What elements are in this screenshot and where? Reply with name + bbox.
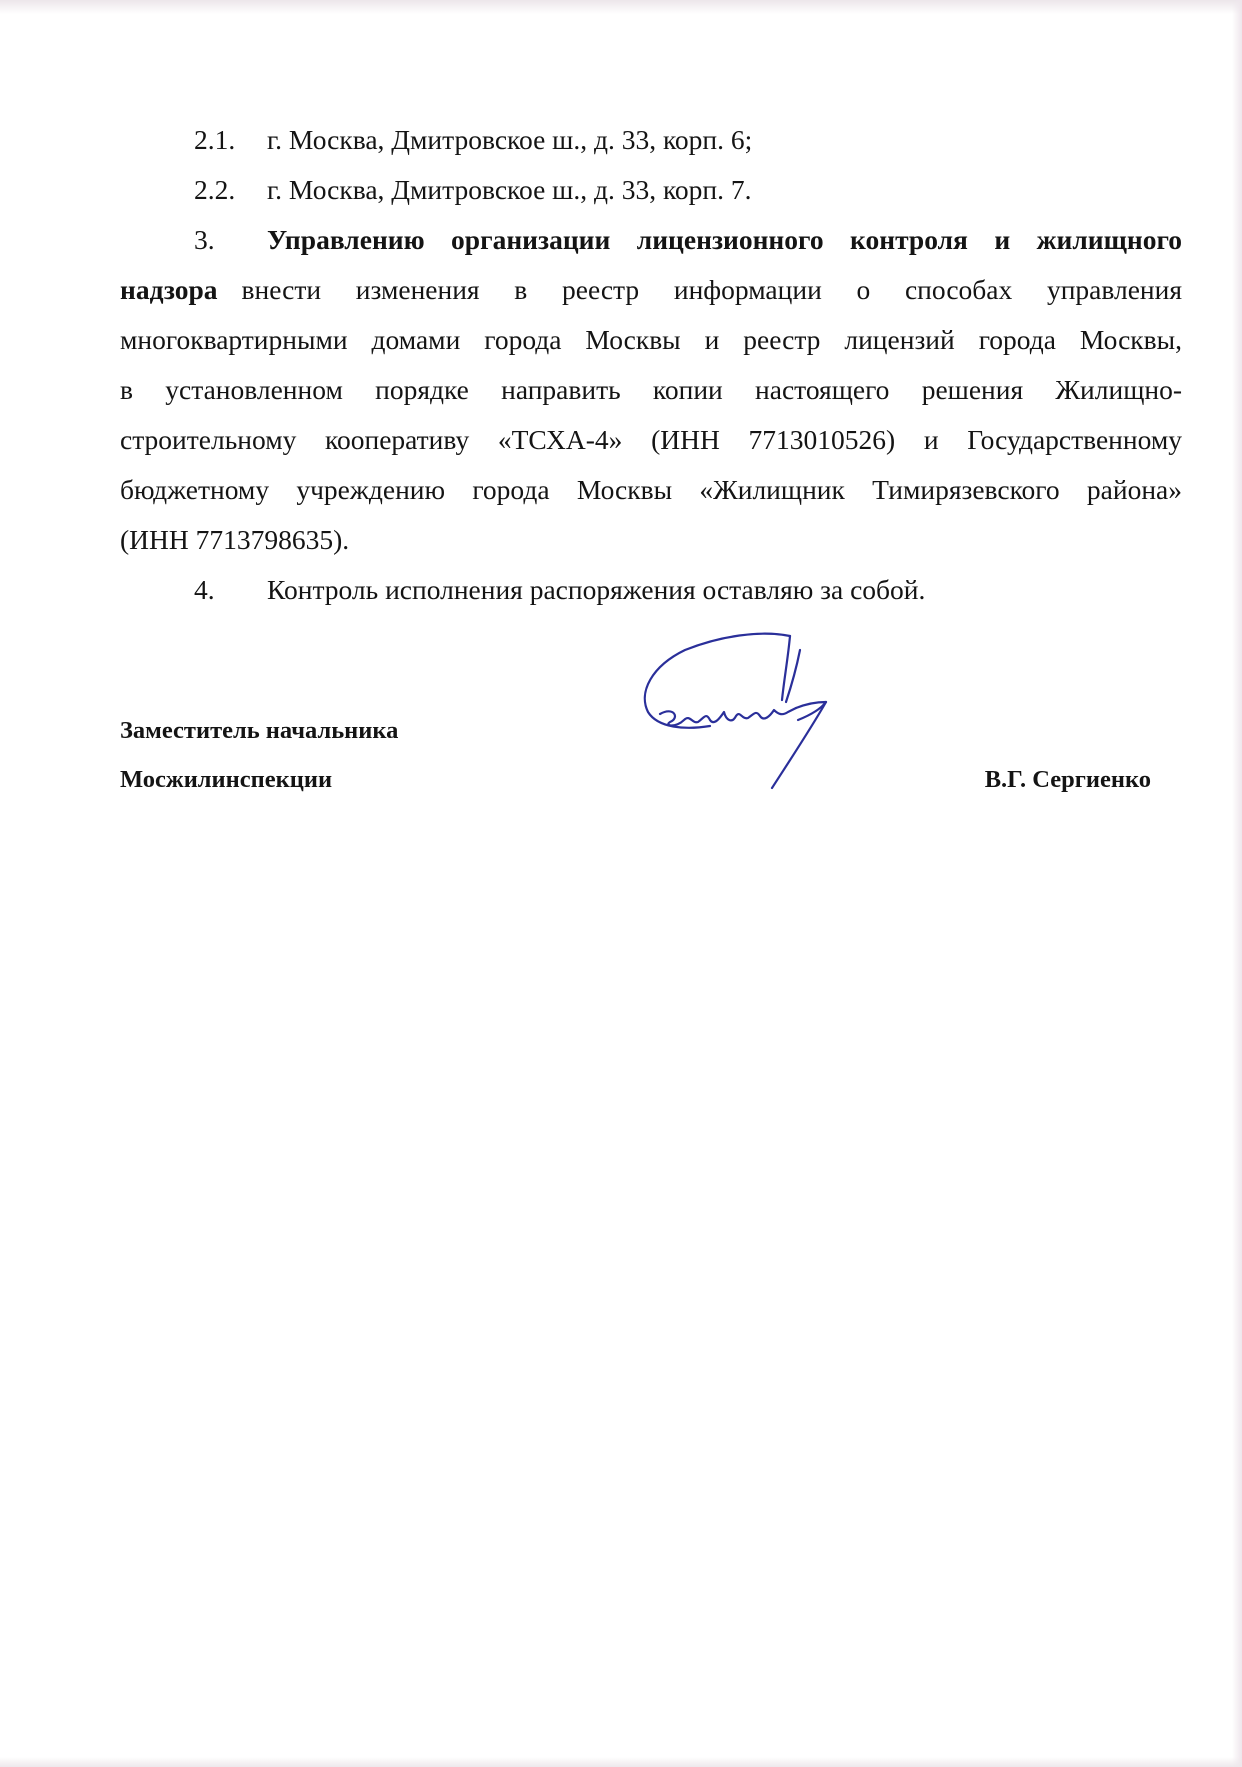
item-number-2-1: 2.1. — [194, 124, 236, 155]
item-3-line-2-rest: внести изменения в реестр информации о способах управления — [241, 274, 1182, 305]
handwritten-signature — [640, 630, 890, 800]
scan-edge-top — [0, 0, 1242, 14]
item-3-bold-line: Управлению организации лицензионного контроля и жилищного — [267, 224, 1182, 255]
item-3-bold-lead: надзора — [120, 274, 218, 305]
item-3-line-4: в установленном порядке направить копии настоящего решения Жилищно- — [120, 374, 1182, 405]
item-text-2-1: г. Москва, Дмитровское ш., д. 33, корп. 6; — [267, 124, 753, 155]
item-3-line-7: (ИНН 7713798635). — [120, 524, 350, 555]
signatory-position-line-1: Заместитель начальника — [120, 717, 399, 744]
scan-edge-right — [1232, 0, 1242, 1767]
item-3-line-2 — [120, 265, 1182, 315]
item-text-2-2: г. Москва, Дмитровское ш., д. 33, корп. 7. — [267, 174, 752, 205]
item-3-line-6: бюджетному учреждению города Москвы «Жилищник Тимирязевского района» — [120, 474, 1182, 505]
item-3-line-5: строительному кооперативу «ТСХА-4» (ИНН 7713010526) и Государственному — [120, 424, 1182, 455]
scan-edge-bottom — [0, 1757, 1242, 1767]
item-number-4: 4. — [194, 574, 215, 605]
item-number-3: 3. — [194, 224, 215, 255]
signatory-name: В.Г. Сергиенко — [984, 766, 1151, 793]
item-3-line-3: многоквартирными домами города Москвы и реестр лицензий города Москвы, — [120, 324, 1182, 355]
item-number-2-2: 2.2. — [194, 174, 236, 205]
item-text-4: Контроль исполнения распоряжения оставляю за собой. — [267, 574, 926, 605]
signatory-position-line-2: Мосжилинспекции — [120, 766, 333, 793]
